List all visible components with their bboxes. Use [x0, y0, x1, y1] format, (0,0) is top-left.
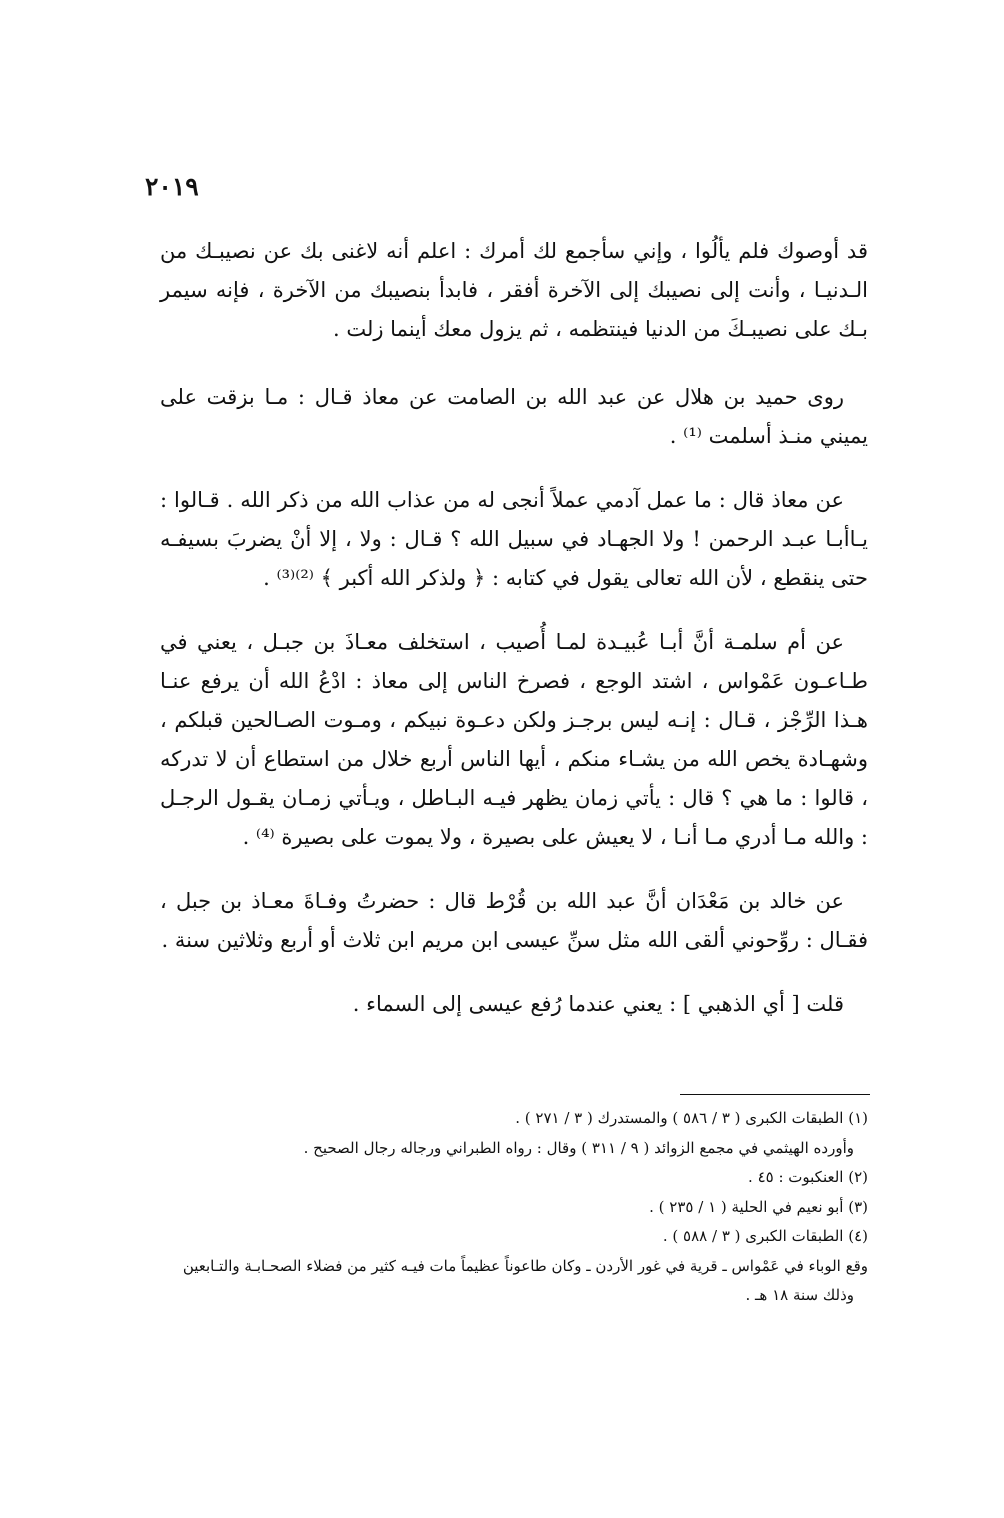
- footnote-divider: [680, 1094, 870, 1095]
- footnote-1: (١) الطبقات الكبرى ( ٣ / ٥٨٦ ) والمستدرك ( ٣ / ٢٧١ ) .: [515, 1109, 868, 1127]
- paragraph-dhikr: عن معاذ قال : ما عمل آدمي عملاً أنجى له من عذاب الله من ذكر الله . قـالوا : يـاأبـا عبـد الرحمن ! ولا الجهـاد في سبيل الله ؟ قـال : ولا ، إلا أنْ يضربَ بسيفـه حتى ينقطع ، لأن الله تعالى يقول في كتابه : ﴿ ولذكر الله أكبر ﴾ ⁽²⁾⁽³⁾ .: [160, 488, 868, 590]
- footnote-2: (٢) العنكبوت : ٤٥ .: [748, 1168, 868, 1186]
- paragraph-dhahabi-note: قلت [ أي الذهبي ] : يعني عندما رُفع عيسى إلى السماء .: [352, 992, 844, 1016]
- page-number: ٢٠١٩: [145, 172, 199, 201]
- footnotes: [160, 1104, 868, 1311]
- paragraph-plague: عن أم سلمـة أنَّ أبـا عُبيـدة لمـا أُصيب ، استخلف معـاذَ بن جبـل ، يعني في طـاعـون عَمْواس ، اشتد الوجع ، فصرخ الناس إلى معاذ : ادْعُ الله أن يرفع عنـا هـذا الرِّجْز ، قـال : إنـه ليس برجـز ولكن دعـوة نبيكم ، ومـوت الصـالحين قبلكم ، وشهـادة يخص الله من يشـاء منكم ، أيها الناس أربع خلال من استطاع أن لا تدركه ، قالوا : ما هي ؟ قال : يأتي زمان يظهر فيـه البـاطل ، ويـأتي زمـان يقـول الرجـل : والله مـا أدري مـا أنـا ، لا يعيش على بصيرة ، ولا يموت على بصيرة ⁽⁴⁾ .: [160, 630, 868, 849]
- footnote-4-continuation-end: وذلك سنة ١٨ هـ .: [745, 1286, 854, 1304]
- footnote-3: (٣) أبو نعيم في الحلية ( ١ / ٢٣٥ ) .: [649, 1197, 868, 1216]
- footnote-4-continuation: وقع الوباء في عَمْواس ـ قرية في غور الأردن ـ وكان طاعوناً عظيماً مات فيـه كثير من فضلاء الصحـابـة والتـابعين: [182, 1256, 868, 1275]
- main-text: [160, 232, 868, 1049]
- paragraph-death: عن خالد بن مَعْدَان أنَّ عبد الله بن قُرْط قال : حضرتُ وفـاةَ معـاذ بن جبل ، فقـال : روِّحوني ألقى الله مثل سنِّ عيسى ابن مريم ابن ثلاث أو أربع وثلاثين سنة .: [160, 889, 868, 952]
- footnote-4: (٤) الطبقات الكبرى ( ٣ / ٥٨٨ ) .: [662, 1227, 868, 1245]
- paragraph-advice: قد أوصوك فلم يألُوا ، وإني سأجمع لك أمرك : اعلم أنه لاغنى بك عن نصيبـك من الـدنيـا ، وأنت إلى نصيبك إلى الآخرة أفقر ، فابدأ بنصيبك من الآخرة ، فإنه سيمر بـك على نصيبـكَ من الدنيا فينتظمه ، ثم يزول معك أينما زلت .: [160, 239, 868, 341]
- paragraph-humaid: روى حميد بن هلال عن عبد الله بن الصامت عن معاذ قـال : مـا بزقت على يميني منـذ أسلمت ⁽¹⁾ .: [160, 385, 868, 448]
- footnote-1-continuation: وأورده الهيثمي في مجمع الزوائد ( ٩ / ٣١١ ) وقال : رواه الطبراني ورجاله رجال الصحيح .: [303, 1138, 854, 1157]
